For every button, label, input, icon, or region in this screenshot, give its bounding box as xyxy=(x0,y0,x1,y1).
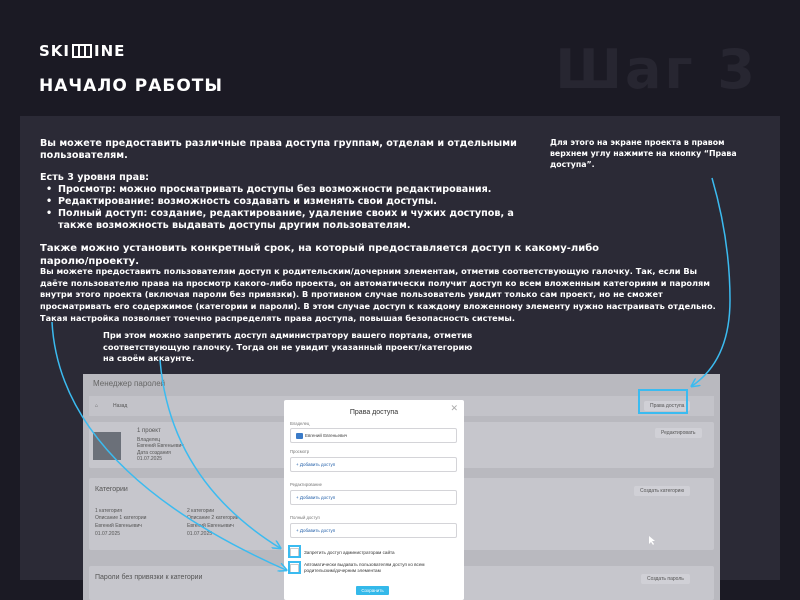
auto-grant-label: Автоматически выдавать пользователям доступ ко всем родительским/дочерним элементам xyxy=(304,562,425,573)
step-watermark: Шаг 3 xyxy=(555,38,758,101)
level-item: • Полный доступ: создание, редактирование, удаление своих и чужих доступов, а также возможность выдавать доступы другим пользователям. xyxy=(46,208,520,232)
levels-heading: Есть 3 уровня прав: xyxy=(40,172,150,183)
admin-text: При этом можно запретить доступ администратору вашего портала, отметив соответствующую галочку. Тогда он не увидит указанный проект/категорию на своём аккаунте. xyxy=(103,330,473,364)
brand-name-left: SKI xyxy=(39,42,71,60)
uncategorized-heading: Пароли без привязки к категории xyxy=(95,574,203,581)
create-category-button[interactable]: Создать категорию xyxy=(634,486,690,496)
category-1-count: 1 категория xyxy=(95,508,122,514)
button-hint-text: Для этого на экране проекта в правом верхнем углу нажмите на кнопку “Права доступа”. xyxy=(550,138,737,170)
arrow-to-access-button xyxy=(692,178,730,386)
add-view-access-button[interactable]: + Добавить доступ xyxy=(290,457,457,472)
term-text: Также можно установить конкретный срок, на который предоставляется доступ к какому-либо паролю/проекту. xyxy=(40,243,600,267)
modal-title: Права доступа xyxy=(349,409,399,416)
category-2-desc: Описание 2 категории xyxy=(187,515,239,521)
project-count: 1 проект xyxy=(137,428,161,434)
arrow-to-deny-admin xyxy=(160,360,280,548)
created-label: Дата создания xyxy=(137,450,171,456)
owner-field-label: Владелец xyxy=(290,421,310,426)
category-1-owner: Евгений Евгеньевич xyxy=(95,523,142,529)
save-button[interactable]: Сохранить xyxy=(356,586,389,595)
back-link[interactable]: Назад xyxy=(113,403,128,409)
add-edit-access-button[interactable]: + Добавить доступ xyxy=(290,490,457,505)
category-1-date: 01.07.2025 xyxy=(95,531,121,537)
create-password-button[interactable]: Создать пароль xyxy=(641,574,690,584)
arrow-to-auto-grant xyxy=(52,322,286,570)
full-label: Полный доступ xyxy=(290,515,320,520)
edit-label: Редактирование xyxy=(290,482,322,487)
category-2-owner: Евгений Евгеньевич xyxy=(187,523,234,529)
add-full-access-button[interactable]: + Добавить доступ xyxy=(290,523,457,538)
owner-field-value: Евгений Евгеньевич xyxy=(305,433,348,439)
category-2-count: 2 категории xyxy=(187,508,215,514)
access-rights-button[interactable]: Права доступа xyxy=(644,401,690,411)
intro-text: Вы можете предоставить различные права доступа группам, отделам и отдельными пользователям. xyxy=(40,138,517,161)
page-title: НАЧАЛО РАБОТЫ xyxy=(39,76,224,96)
edit-project-button[interactable]: Редактировать xyxy=(655,428,702,438)
brand-name-right: INE xyxy=(94,42,126,60)
deny-admin-label: Запретить доступ администраторам сайта xyxy=(304,550,395,555)
close-icon[interactable]: ✕ xyxy=(450,403,458,413)
categories-heading: Категории xyxy=(95,486,128,493)
level-item: • Просмотр: можно просматривать доступы без возможности редактирования. xyxy=(46,184,520,196)
app-header: Менеджер паролей xyxy=(93,379,166,388)
level-item: • Редактирование: возможность создавать и изменять свои доступы. xyxy=(46,196,520,208)
cursor-icon xyxy=(649,536,655,545)
category-2-date: 01.07.2025 xyxy=(187,531,213,537)
owner-label: Владелец xyxy=(137,437,161,443)
owner-name: Евгений Евгеньевич xyxy=(137,443,184,449)
created-date: 01.07.2025 xyxy=(137,456,163,462)
view-label: Просмотр xyxy=(290,449,310,454)
home-icon[interactable]: ⌂ xyxy=(95,403,99,409)
children-text: Вы можете предоставить пользователям доступ к родительским/дочерним элементам, отметив соответствующую галочку. Так, если Вы даёте пользователю права на просмотр какого-либо проекта, он автоматически получит доступ ко всем вложенным категориям и паролям внутри этого проекта (включая пароли без привязки). В противном случае пользователь увидит только сам проект, но не сможет просматривать его содержимое (категории и пароли). В этом случае доступ к каждому вложенному элементу нужно настраивать отдельно. Такая настройка позволяет точечно распределять права доступа, повышая безопасность системы. xyxy=(40,266,716,323)
category-1-desc: Описание 1 категории xyxy=(95,515,147,521)
